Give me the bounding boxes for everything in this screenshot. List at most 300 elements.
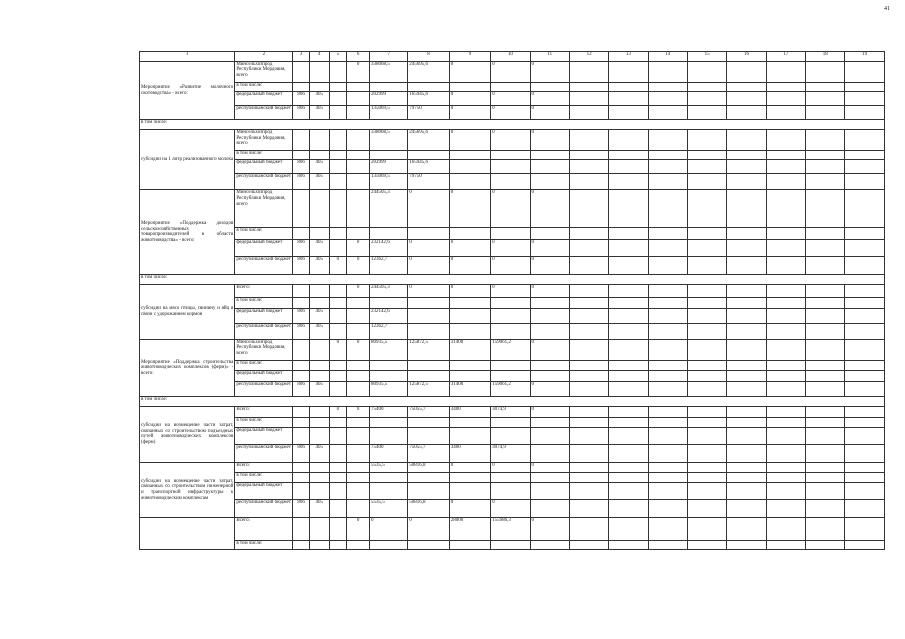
value-cell: 806: [293, 239, 310, 257]
empty-cell: [727, 130, 766, 151]
value-cell: [449, 150, 490, 159]
value-cell: [347, 227, 370, 239]
budget-source-cell: Всего:: [235, 406, 293, 417]
value-cell: [347, 500, 370, 518]
empty-cell: [766, 324, 805, 339]
empty-cell: [609, 472, 648, 482]
value-cell: [408, 540, 449, 549]
value-cell: [347, 462, 370, 472]
budget-source-cell: республиканский бюджет: [235, 257, 293, 275]
value-cell: [293, 472, 310, 482]
empty-cell: [687, 190, 726, 227]
value-cell: [530, 309, 569, 324]
empty-cell: [806, 427, 845, 445]
empty-cell: [648, 159, 687, 173]
value-cell: [449, 227, 490, 239]
value-cell: [309, 540, 329, 549]
empty-cell: [766, 82, 805, 91]
table-row: [140, 381, 885, 396]
empty-cell: [727, 257, 766, 275]
empty-cell: [806, 190, 845, 227]
value-cell: 202999: [369, 91, 407, 105]
value-cell: 0: [530, 462, 569, 472]
table-row: [140, 360, 885, 370]
value-cell: [491, 417, 530, 427]
empty-cell: [648, 257, 687, 275]
value-cell: [369, 540, 407, 549]
table-row: [140, 284, 885, 297]
empty-cell: [806, 417, 845, 427]
empty-cell: [806, 61, 845, 82]
value-cell: [309, 190, 329, 227]
value-cell: [329, 370, 347, 381]
empty-cell: [766, 309, 805, 324]
empty-cell: [569, 159, 608, 173]
value-cell: 806: [293, 324, 310, 339]
value-cell: 338068,5: [369, 130, 407, 151]
empty-cell: [648, 309, 687, 324]
empty-cell: [845, 190, 885, 227]
value-cell: [293, 540, 310, 549]
value-cell: [530, 324, 569, 339]
value-cell: 0: [449, 130, 490, 151]
table-row: [140, 445, 885, 463]
value-cell: [408, 82, 449, 91]
empty-cell: [569, 173, 608, 189]
value-cell: 405: [309, 159, 329, 173]
empty-cell: [569, 239, 608, 257]
empty-cell: [806, 370, 845, 381]
value-cell: 0: [449, 190, 490, 227]
empty-cell: [569, 227, 608, 239]
table-row: [140, 227, 885, 239]
value-cell: 244505,3: [369, 284, 407, 297]
empty-cell: [766, 159, 805, 173]
value-cell: [408, 360, 449, 370]
empty-cell: [648, 339, 687, 360]
value-cell: [491, 159, 530, 173]
value-cell: [530, 173, 569, 189]
empty-cell: [845, 500, 885, 518]
value-cell: 31400: [449, 339, 490, 360]
measure-name-cell: Мероприятие «Поддержка доходов сельскохозяйственных товаропроизводителей в области животноводства» - всего:: [140, 190, 235, 275]
empty-cell: [766, 500, 805, 518]
empty-cell: [609, 173, 648, 189]
empty-cell: [727, 417, 766, 427]
header-cell: 10: [491, 52, 530, 62]
table-row: [140, 239, 885, 257]
value-cell: [347, 298, 370, 309]
value-cell: [491, 370, 530, 381]
value-cell: [309, 360, 329, 370]
empty-cell: [806, 517, 845, 540]
empty-cell: [609, 61, 648, 82]
empty-cell: [806, 445, 845, 463]
empty-cell: [806, 159, 845, 173]
table-row: [140, 370, 885, 381]
empty-cell: [648, 150, 687, 159]
empty-cell: [845, 150, 885, 159]
value-cell: [369, 427, 407, 445]
value-cell: [491, 298, 530, 309]
value-cell: [530, 227, 569, 239]
value-cell: [347, 324, 370, 339]
value-cell: [530, 360, 569, 370]
empty-cell: [569, 462, 608, 472]
value-cell: 159061,2: [491, 381, 530, 396]
empty-cell: [845, 472, 885, 482]
value-cell: [293, 427, 310, 445]
value-cell: 0: [491, 91, 530, 105]
header-cell: 6: [347, 52, 370, 62]
value-cell: [408, 427, 449, 445]
table-row: [140, 462, 885, 472]
header-cell: 9: [449, 52, 490, 62]
budget-source-cell: в том числе:: [235, 150, 293, 159]
budget-source-cell: Всего:: [235, 284, 293, 297]
empty-cell: [806, 540, 845, 549]
empty-cell: [569, 540, 608, 549]
empty-cell: [609, 150, 648, 159]
budget-source-cell: республиканский бюджет: [235, 173, 293, 189]
value-cell: 0: [530, 284, 569, 297]
value-cell: [347, 173, 370, 189]
empty-cell: [648, 482, 687, 500]
empty-cell: [648, 472, 687, 482]
empty-cell: [687, 130, 726, 151]
empty-cell: [648, 82, 687, 91]
measure-name-cell: субсидии на возмещение части затрат, связанных со строительством инженерной и транспортной инфраструктуры к животноводческим комплексам: [140, 462, 235, 517]
budget-source-cell: республиканский бюджет: [235, 381, 293, 396]
empty-cell: [727, 540, 766, 549]
value-cell: 80935,5: [369, 339, 407, 360]
empty-cell: [806, 339, 845, 360]
header-cell: 19: [845, 52, 885, 62]
table-row: [140, 406, 885, 417]
empty-cell: [687, 227, 726, 239]
empty-cell: [806, 406, 845, 417]
value-cell: 75055,7: [408, 445, 449, 463]
value-cell: [309, 427, 329, 445]
value-cell: 0: [408, 517, 449, 540]
value-cell: [369, 370, 407, 381]
value-cell: [293, 298, 310, 309]
empty-cell: [766, 130, 805, 151]
empty-cell: [845, 381, 885, 396]
empty-cell: [727, 239, 766, 257]
empty-cell: [766, 284, 805, 297]
section-label: в том числе:: [140, 275, 885, 285]
empty-cell: [609, 339, 648, 360]
value-cell: 75055,7: [408, 406, 449, 417]
budget-source-cell: федеральный бюджет: [235, 370, 293, 381]
empty-cell: [569, 61, 608, 82]
value-cell: 806: [293, 159, 310, 173]
value-cell: 405: [309, 324, 329, 339]
empty-cell: [727, 324, 766, 339]
header-cell: 5: [329, 52, 347, 62]
measure-name-cell: [140, 517, 235, 549]
empty-cell: [609, 360, 648, 370]
empty-cell: [609, 324, 648, 339]
value-cell: 0: [449, 61, 490, 82]
value-cell: [369, 227, 407, 239]
value-cell: [329, 462, 347, 472]
empty-cell: [569, 284, 608, 297]
value-cell: [347, 91, 370, 105]
table-row: [140, 173, 885, 189]
empty-cell: [687, 309, 726, 324]
empty-cell: [727, 370, 766, 381]
value-cell: 159061,2: [491, 339, 530, 360]
empty-cell: [766, 462, 805, 472]
value-cell: [293, 339, 310, 360]
empty-cell: [648, 324, 687, 339]
value-cell: 405: [309, 91, 329, 105]
table-row: [140, 472, 885, 482]
empty-cell: [687, 257, 726, 275]
value-cell: [530, 427, 569, 445]
value-cell: [369, 482, 407, 500]
empty-cell: [609, 370, 648, 381]
value-cell: [293, 284, 310, 297]
empty-cell: [845, 406, 885, 417]
value-cell: 0: [449, 257, 490, 275]
empty-cell: [648, 406, 687, 417]
empty-cell: [845, 227, 885, 239]
budget-source-cell: Минсельхозпрод Республики Мордовия, всего: [235, 339, 293, 360]
value-cell: [408, 227, 449, 239]
value-cell: 0: [449, 91, 490, 105]
value-cell: [329, 472, 347, 482]
value-cell: 244505,3: [369, 190, 407, 227]
empty-cell: [609, 298, 648, 309]
table-row: [140, 324, 885, 339]
table-row: [140, 339, 885, 360]
empty-cell: [648, 284, 687, 297]
empty-cell: [687, 91, 726, 105]
value-cell: [449, 309, 490, 324]
value-cell: [309, 61, 329, 82]
empty-cell: [687, 159, 726, 173]
empty-cell: [727, 339, 766, 360]
value-cell: 0: [530, 517, 569, 540]
empty-cell: [569, 417, 608, 427]
value-cell: [329, 284, 347, 297]
value-cell: 0: [449, 105, 490, 119]
value-cell: [329, 159, 347, 173]
value-cell: [347, 427, 370, 445]
budget-source-cell: федеральный бюджет: [235, 309, 293, 324]
value-cell: 405: [309, 500, 329, 518]
empty-cell: [845, 360, 885, 370]
value-cell: [347, 370, 370, 381]
empty-cell: [569, 445, 608, 463]
empty-cell: [569, 91, 608, 105]
value-cell: [449, 324, 490, 339]
empty-cell: [766, 339, 805, 360]
value-cell: 245695,6: [408, 61, 449, 82]
empty-cell: [727, 406, 766, 417]
budget-source-cell: Всего:: [235, 462, 293, 472]
empty-cell: [845, 427, 885, 445]
table-row: [140, 500, 885, 518]
empty-cell: [569, 82, 608, 91]
value-cell: 405: [309, 239, 329, 257]
value-cell: 0: [491, 130, 530, 151]
empty-cell: [727, 159, 766, 173]
value-cell: [408, 482, 449, 500]
table-row: [140, 257, 885, 275]
empty-cell: [648, 91, 687, 105]
header-cell: 12: [569, 52, 608, 62]
empty-cell: [806, 360, 845, 370]
empty-cell: [687, 339, 726, 360]
empty-cell: [569, 472, 608, 482]
value-cell: 135069,5: [369, 173, 407, 189]
empty-cell: [845, 257, 885, 275]
empty-cell: [648, 417, 687, 427]
value-cell: [347, 159, 370, 173]
empty-cell: [648, 540, 687, 549]
value-cell: 28000: [449, 517, 490, 540]
table-row: [140, 91, 885, 105]
empty-cell: [845, 91, 885, 105]
empty-cell: [687, 445, 726, 463]
budget-source-cell: республиканский бюджет: [235, 500, 293, 518]
value-cell: 202999: [369, 159, 407, 173]
value-cell: [449, 370, 490, 381]
empty-cell: [687, 284, 726, 297]
empty-cell: [845, 298, 885, 309]
value-cell: [309, 482, 329, 500]
value-cell: 0: [449, 462, 490, 472]
value-cell: [369, 472, 407, 482]
empty-cell: [609, 309, 648, 324]
value-cell: 0: [491, 500, 530, 518]
budget-table: [139, 51, 885, 550]
value-cell: [309, 406, 329, 417]
value-cell: 405: [309, 257, 329, 275]
value-cell: 806: [293, 105, 310, 119]
value-cell: [347, 360, 370, 370]
value-cell: [449, 472, 490, 482]
table-row: [140, 82, 885, 91]
value-cell: [347, 130, 370, 151]
empty-cell: [806, 150, 845, 159]
value-cell: [293, 130, 310, 151]
budget-source-cell: республиканский бюджет: [235, 324, 293, 339]
value-cell: 0: [530, 190, 569, 227]
empty-cell: [648, 190, 687, 227]
empty-cell: [609, 105, 648, 119]
table-row: [140, 482, 885, 500]
empty-cell: [648, 298, 687, 309]
value-cell: [329, 309, 347, 324]
header-cell: 4: [309, 52, 329, 62]
value-cell: [329, 417, 347, 427]
empty-cell: [845, 445, 885, 463]
value-cell: 245695,6: [408, 130, 449, 151]
empty-cell: [845, 239, 885, 257]
header-cell: 18: [806, 52, 845, 62]
empty-cell: [806, 482, 845, 500]
table-row: [140, 427, 885, 445]
value-cell: [309, 227, 329, 239]
value-cell: 405: [309, 381, 329, 396]
empty-cell: [609, 427, 648, 445]
value-cell: [347, 309, 370, 324]
empty-cell: [569, 427, 608, 445]
empty-cell: [845, 462, 885, 472]
value-cell: [347, 472, 370, 482]
empty-cell: [727, 91, 766, 105]
value-cell: 806: [293, 381, 310, 396]
empty-cell: [648, 517, 687, 540]
value-cell: [309, 82, 329, 91]
value-cell: [309, 298, 329, 309]
empty-cell: [766, 540, 805, 549]
empty-cell: [609, 500, 648, 518]
value-cell: 0: [347, 257, 370, 275]
empty-cell: [727, 190, 766, 227]
value-cell: 0: [329, 257, 347, 275]
table-row: [140, 298, 885, 309]
empty-cell: [727, 482, 766, 500]
value-cell: [347, 190, 370, 227]
empty-cell: [766, 173, 805, 189]
empty-cell: [727, 472, 766, 482]
value-cell: 0: [530, 239, 569, 257]
header-row: [140, 52, 885, 62]
value-cell: 0: [347, 239, 370, 257]
table-row: [140, 190, 885, 227]
value-cell: [329, 190, 347, 227]
value-cell: 0: [347, 61, 370, 82]
value-cell: [329, 360, 347, 370]
value-cell: [347, 482, 370, 500]
empty-cell: [845, 159, 885, 173]
value-cell: [293, 360, 310, 370]
empty-cell: [648, 130, 687, 151]
value-cell: [491, 82, 530, 91]
empty-cell: [806, 309, 845, 324]
value-cell: [309, 130, 329, 151]
empty-cell: [727, 500, 766, 518]
value-cell: [293, 227, 310, 239]
empty-cell: [727, 105, 766, 119]
value-cell: [491, 227, 530, 239]
empty-cell: [569, 309, 608, 324]
empty-cell: [609, 91, 648, 105]
value-cell: [329, 298, 347, 309]
value-cell: 165945,6: [408, 91, 449, 105]
value-cell: 125872,5: [408, 381, 449, 396]
empty-cell: [766, 406, 805, 417]
value-cell: 0: [408, 257, 449, 275]
budget-source-cell: федеральный бюджет: [235, 159, 293, 173]
value-cell: [309, 462, 329, 472]
empty-cell: [609, 517, 648, 540]
value-cell: [408, 370, 449, 381]
value-cell: [491, 324, 530, 339]
value-cell: [449, 427, 490, 445]
empty-cell: [766, 190, 805, 227]
value-cell: [309, 472, 329, 482]
value-cell: [329, 130, 347, 151]
value-cell: [309, 339, 329, 360]
empty-cell: [609, 82, 648, 91]
